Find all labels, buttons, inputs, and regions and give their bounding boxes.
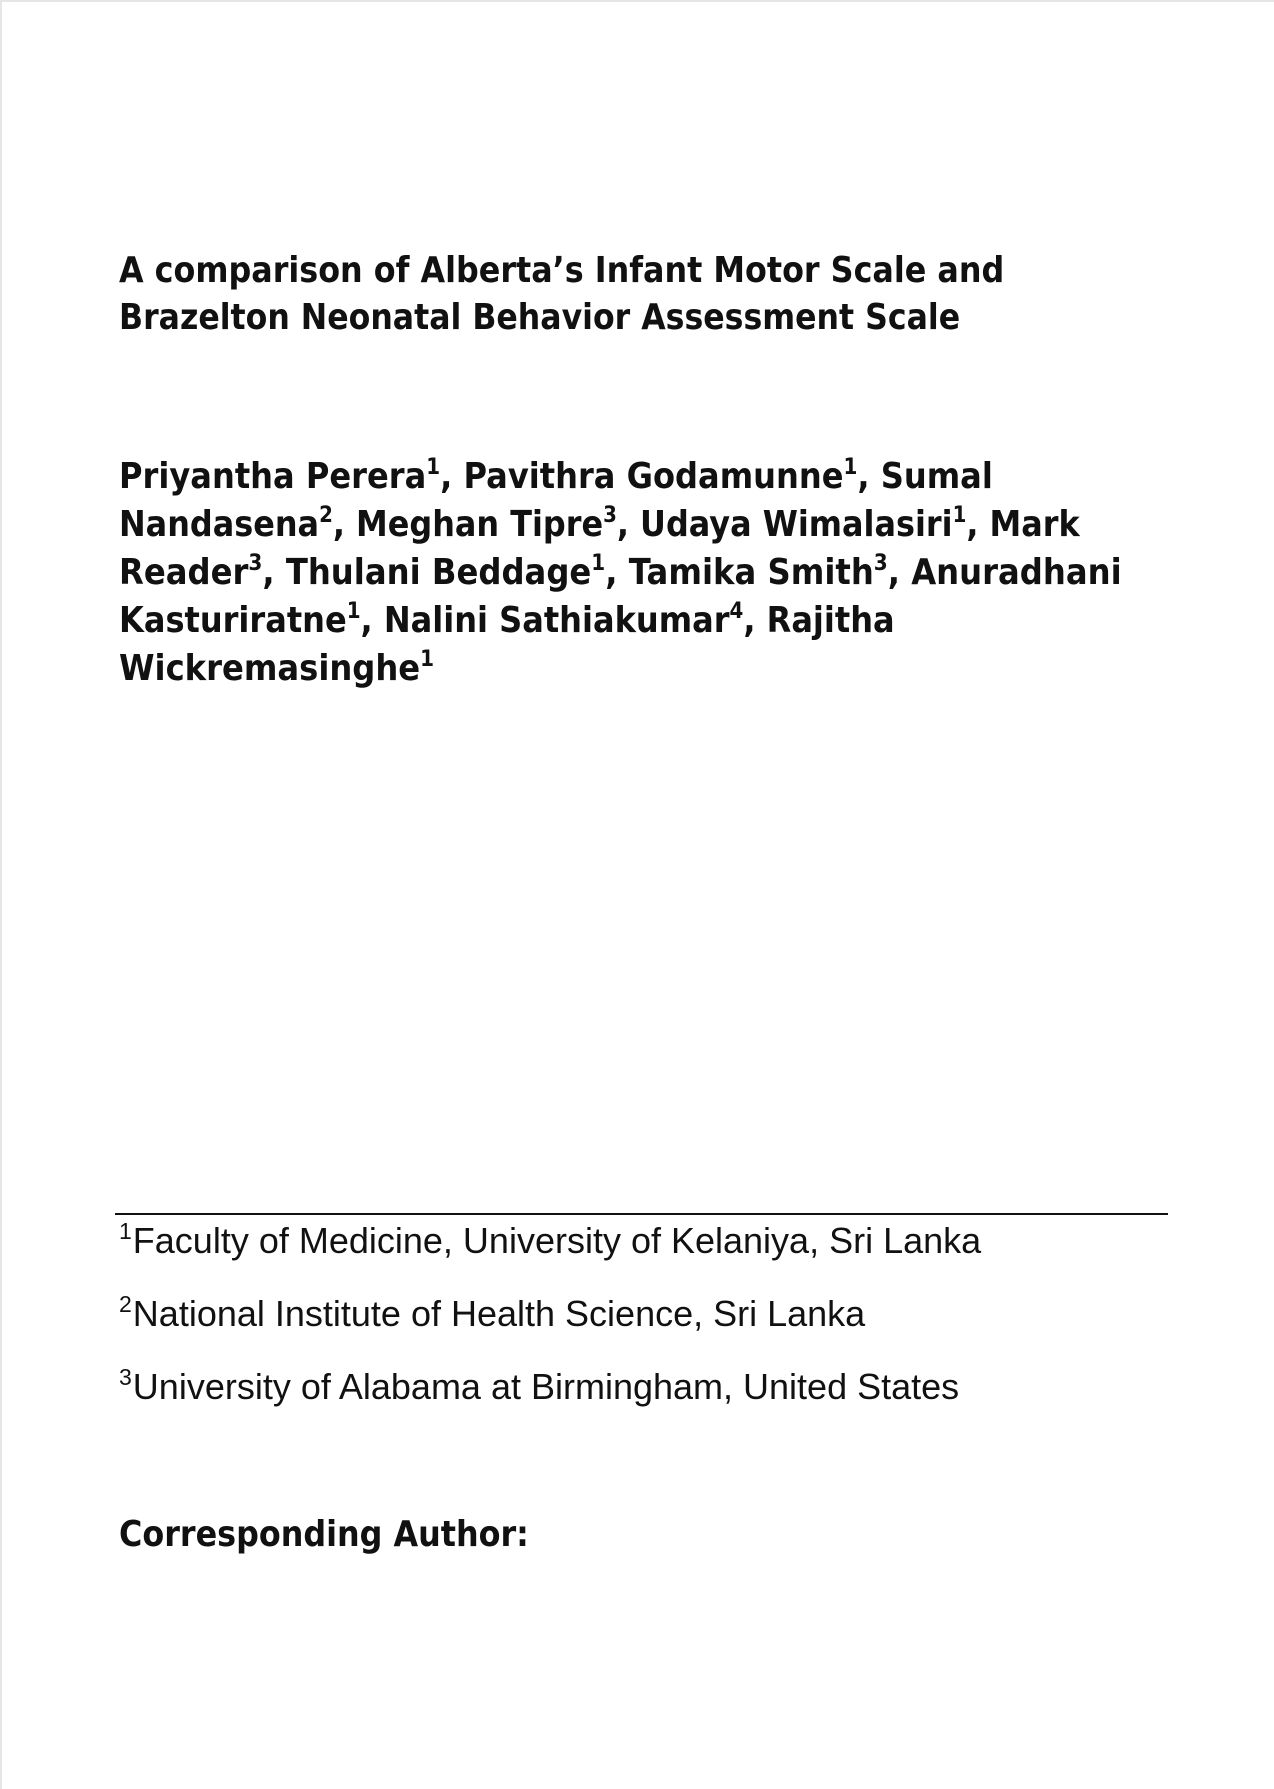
author-name: Reader <box>119 552 249 593</box>
affiliation-marker: 3 <box>873 550 888 577</box>
author-name: , Rajitha <box>743 600 895 641</box>
corresponding-author-label: Corresponding Author: <box>119 1514 529 1555</box>
author-line <box>119 550 1122 593</box>
affiliation-marker: 3 <box>248 550 263 577</box>
affiliation-item <box>119 1218 982 1261</box>
affiliation-marker: 1 <box>591 550 606 577</box>
author-name: , Mark <box>966 504 1080 545</box>
affiliation-number: 3 <box>119 1364 132 1390</box>
affiliation-item <box>119 1364 960 1407</box>
author-name: , Pavithra Godamunne <box>440 456 844 497</box>
affiliation-marker: 1 <box>843 454 858 481</box>
affiliation-text: University of Alabama at Birmingham, United States <box>132 1366 960 1407</box>
author-name: , Nalini Sathiakumar <box>360 600 730 641</box>
author-name: Nandasena <box>119 504 320 545</box>
affiliation-text: National Institute of Health Science, Sri Lanka <box>132 1293 866 1334</box>
affiliation-number: 2 <box>119 1291 132 1317</box>
author-line <box>119 454 993 497</box>
affiliation-marker: 1 <box>420 646 435 673</box>
author-name: Priyantha Perera <box>119 456 427 497</box>
author-name: , Sumal <box>857 456 993 497</box>
author-name: , Tamika Smith <box>605 552 874 593</box>
title-line: A comparison of Alberta’s Infant Motor Scale and <box>119 250 1005 291</box>
affiliation-marker: 1 <box>426 454 441 481</box>
affiliation-item <box>119 1291 866 1334</box>
affiliation-marker: 3 <box>603 502 617 529</box>
author-name: Kasturiratne <box>119 600 347 641</box>
footnote-divider <box>115 1213 1168 1215</box>
affiliation-marker: 1 <box>952 502 967 529</box>
affiliation-number: 1 <box>119 1218 132 1244</box>
author-line <box>119 502 1080 545</box>
affiliation-text: Faculty of Medicine, University of Kelaniya, Sri Lanka <box>132 1220 982 1261</box>
author-line <box>119 598 895 641</box>
affiliation-marker: 1 <box>346 598 361 625</box>
author-name: , Anuradhani <box>887 552 1122 593</box>
title-line: Brazelton Neonatal Behavior Assessment Scale <box>119 297 961 338</box>
affiliation-marker: 2 <box>319 502 333 529</box>
author-line <box>119 646 435 689</box>
author-name: , Thulani Beddage <box>262 552 592 593</box>
author-name: , Meghan Tipre <box>332 504 604 545</box>
author-name: , Udaya Wimalasiri <box>616 504 953 545</box>
affiliation-marker: 4 <box>729 598 744 625</box>
author-name: Wickremasinghe <box>119 648 421 689</box>
